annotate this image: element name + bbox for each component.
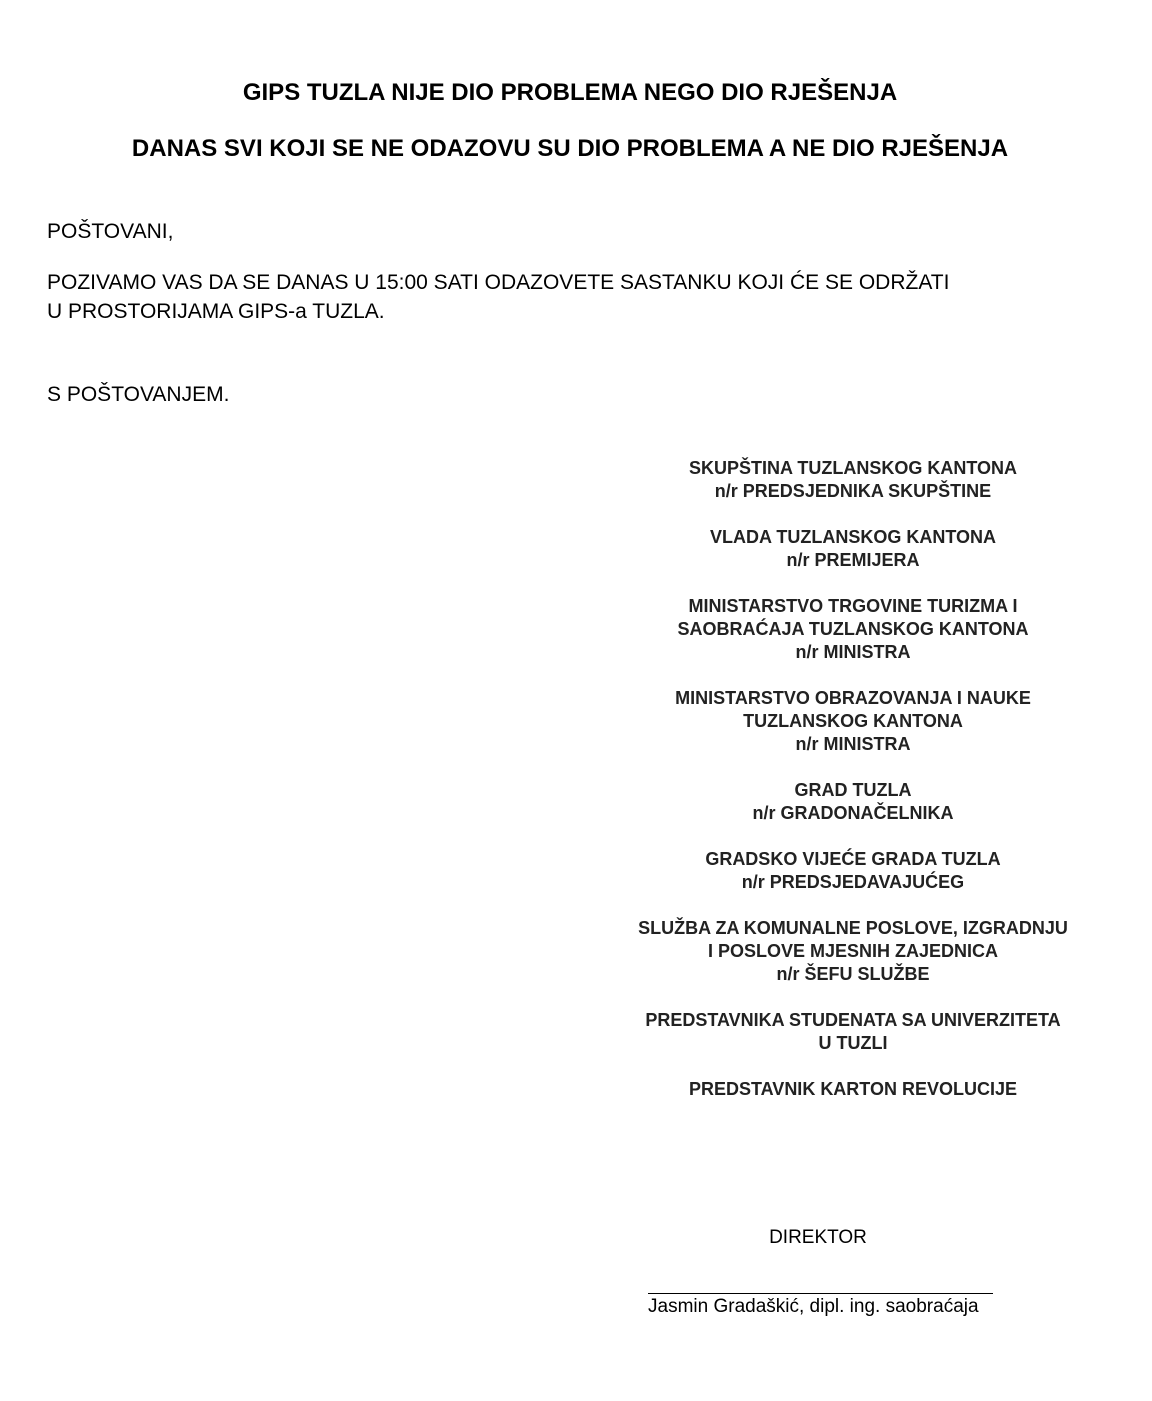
- recipient-list: [603, 457, 1103, 1124]
- recipient-line: GRADSKO VIJEĆE GRADA TUZLA: [705, 849, 1001, 869]
- recipient-line: SAOBRAĆAJA TUZLANSKOG KANTONA: [677, 619, 1029, 639]
- closing: S POŠTOVANJEM.: [47, 383, 230, 406]
- recipient-line: PREDSTAVNIK KARTON REVOLUCIJE: [688, 1079, 1018, 1099]
- signature-title: DIREKTOR: [769, 1227, 867, 1248]
- recipient-block: [603, 457, 1103, 503]
- recipient-line: SLUŽBA ZA KOMUNALNE POSLOVE, IZGRADNJU: [638, 918, 1068, 938]
- recipient-line: PREDSTAVNIKA STUDENATA SA UNIVERZITETA: [645, 1010, 1061, 1030]
- recipient-line: n/r PREDSJEDNIKA SKUPŠTINE: [714, 481, 992, 501]
- recipient-line: n/r PREMIJERA: [786, 550, 920, 570]
- recipient-line: U TUZLI: [818, 1033, 888, 1053]
- recipient-line: TUZLANSKOG KANTONA: [743, 711, 963, 731]
- recipient-line: n/r ŠEFU SLUŽBE: [776, 964, 930, 984]
- invitation-line-2: U PROSTORIJAMA GIPS-a TUZLA.: [47, 300, 385, 323]
- recipient-line: VLADA TUZLANSKOG KANTONA: [710, 527, 996, 547]
- invitation-line-1: POZIVAMO VAS DA SE DANAS U 15:00 SATI ODAZOVETE SASTANKU KOJI ĆE SE ODRŽATI: [47, 271, 950, 294]
- signature-name: Jasmin Gradaškić, dipl. ing. saobraćaja: [648, 1296, 979, 1317]
- recipient-block: [603, 848, 1103, 894]
- recipient-line: n/r MINISTRA: [795, 734, 911, 754]
- recipient-block: [603, 1078, 1103, 1101]
- recipient-line: n/r MINISTRA: [795, 642, 911, 662]
- headline-primary: GIPS TUZLA NIJE DIO PROBLEMA NEGO DIO RJEŠENJA: [242, 79, 898, 106]
- signature-line: [648, 1293, 993, 1294]
- recipient-line: MINISTARSTVO OBRAZOVANJA I NAUKE: [675, 688, 1031, 708]
- salutation: POŠTOVANI,: [47, 220, 174, 243]
- recipient-block: [603, 917, 1103, 986]
- recipient-line: n/r PREDSJEDAVAJUĆEG: [741, 872, 965, 892]
- recipient-block: [603, 779, 1103, 825]
- recipient-block: [603, 526, 1103, 572]
- recipient-line: MINISTARSTVO TRGOVINE TURIZMA I: [688, 596, 1018, 616]
- invitation-paragraph: [47, 268, 949, 326]
- recipient-block: [603, 1009, 1103, 1055]
- recipient-line: n/r GRADONAČELNIKA: [752, 803, 954, 823]
- recipient-line: GRAD TUZLA: [794, 780, 912, 800]
- recipient-line: SKUPŠTINA TUZLANSKOG KANTONA: [689, 458, 1017, 478]
- headline-secondary: DANAS SVI KOJI SE NE ODAZOVU SU DIO PROBLEMA A NE DIO RJEŠENJA: [131, 135, 1009, 162]
- recipient-block: [603, 595, 1103, 664]
- recipient-block: [603, 687, 1103, 756]
- recipient-line: I POSLOVE MJESNIH ZAJEDNICA: [707, 941, 999, 961]
